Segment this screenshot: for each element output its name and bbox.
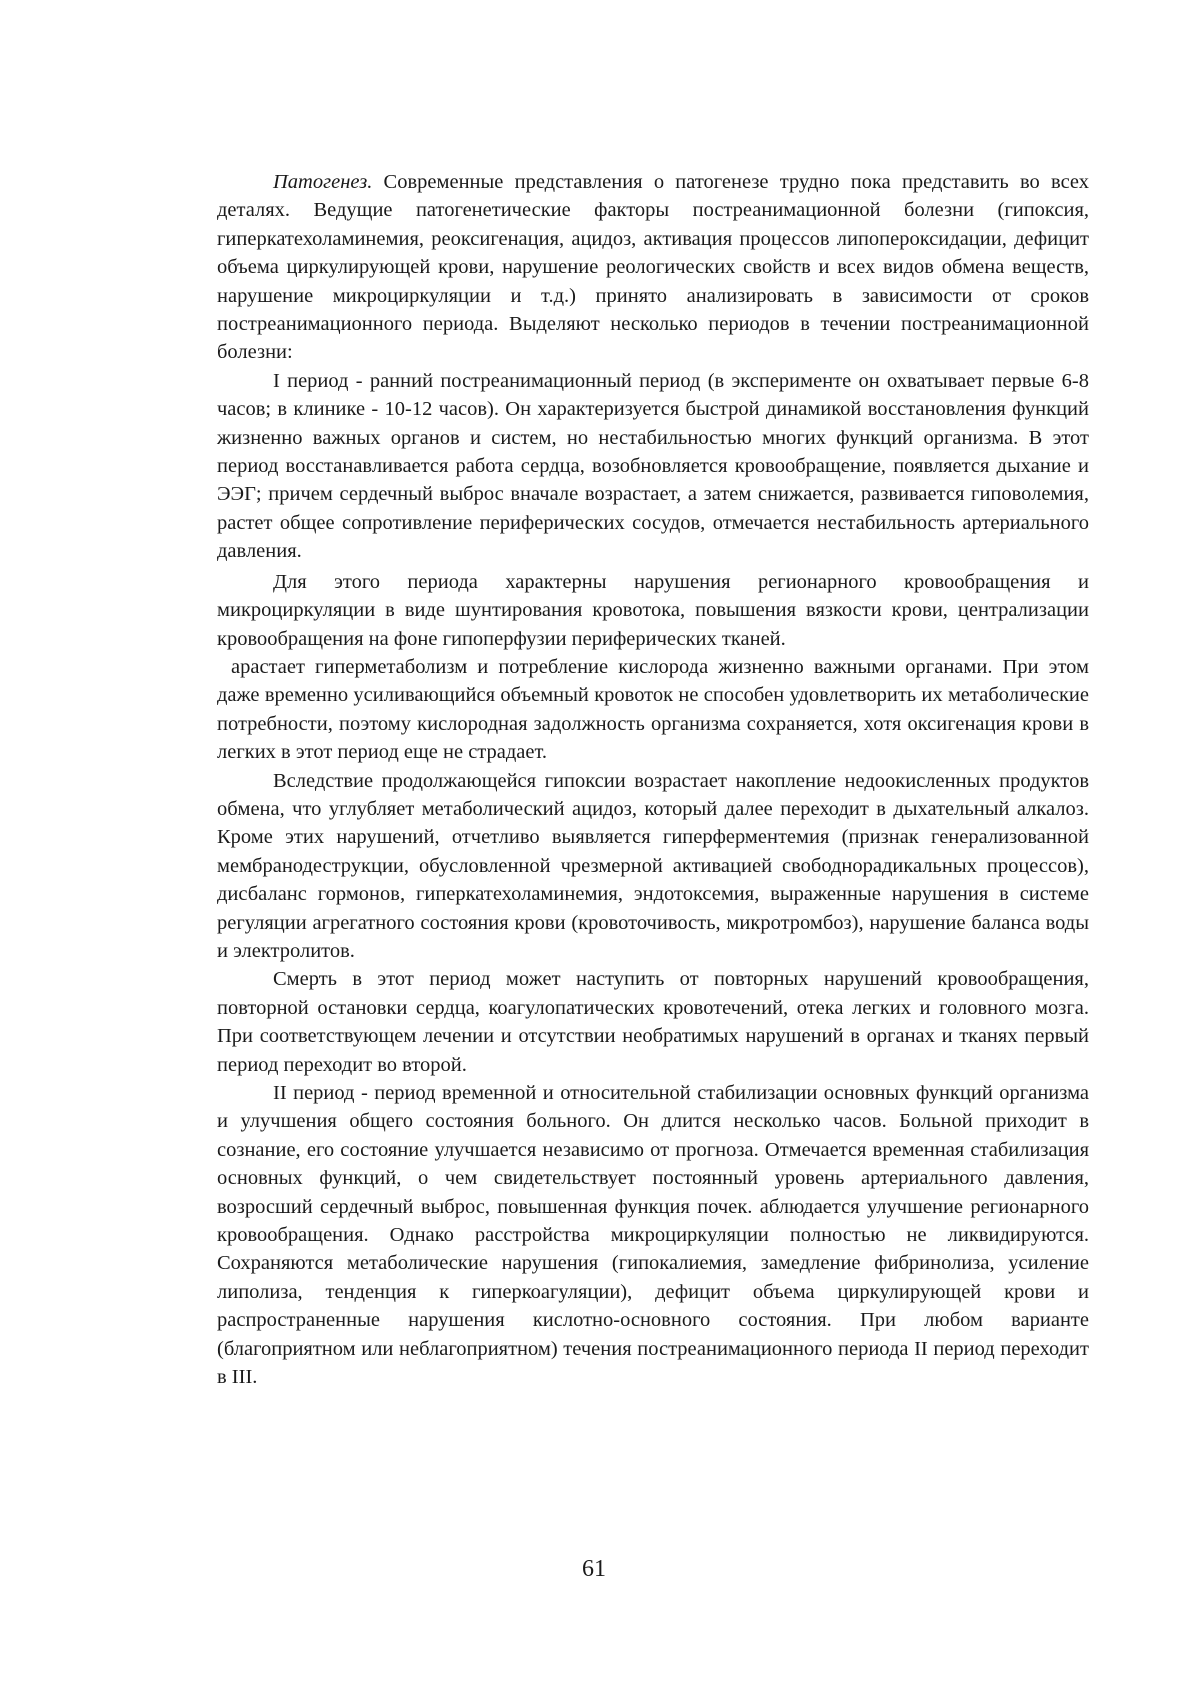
paragraph-pathogenesis	[217, 168, 1089, 367]
page-body	[217, 168, 1089, 1391]
paragraph-hypoxia: Вследствие продолжающейся гипоксии возрастает накопление недоокисленных продуктов обмена, что углубляет метаболический ацидоз, который далее переходит в дыхательный алкалоз. Кроме этих нарушений, отчетливо выявляется гиперферментемия (признак генерализованной мембранодеструкции, обусловленной чрезмерной активацией свободнорадикальных процессов), дисбаланс гормонов, гиперкатехоламинемия, эндотоксемия, выраженные нарушения в системе регуляции агрегатного состояния крови (кровоточивость, микротромбоз), нарушение баланса воды и электролитов.	[217, 769, 1089, 962]
paragraph-death: Смерть в этот период может наступить от повторных нарушений кровообращения, повторной остановки сердца, коагулопатических кровотечений, отека легких и головного мозга. При соответствующем лечении и отсутствии необратимых нарушений в органах и тканях первый период переходит во второй.	[217, 968, 1089, 1076]
paragraph-regional-circulation: Для этого периода характерны нарушения регионарного кровообращения и микроциркуляции в виде шунтирования кровотока, повышения вязкости крови, централизации кровообращения на фоне гипоперфузии периферических тканей.	[217, 570, 1089, 650]
paragraph-hypermetabolism: арастает гиперметаболизм и потребление кислорода жизненно важными органами. При этом даже временно усиливающийся объемный кровоток не способен удовлетворить их метаболические потребности, поэтому кислородная задолжность организма сохраняется, хотя оксигенация крови в легких в этот период еще не страдает.	[217, 655, 1089, 764]
page-number: 61	[582, 1556, 606, 1582]
paragraph-text: Современные представления о патогенезе трудно пока представить во всех деталях. Ведущие патогенетические факторы постреанимационной болезни (гипоксия, гиперкатехоламинемия, реоксигенация, ацидоз, активация процессов липопероксидации, дефицит объема циркулирующей крови, нарушение реологических свойств и всех видов обмена веществ, нарушение микроциркуляции и т.д.) принято анализировать в зависимости от сроков постреанимационного периода. Выделяют несколько периодов в течении постреанимационной болезни:	[217, 171, 1089, 364]
paragraph-period-one: I период - ранний постреанимационный период (в эксперименте он охватывает первые 6-8 часов; в клинике - 10-12 часов). Он характеризуется быстрой динамикой восстановления функций жизненно важных органов и систем, но нестабильностью многих функций организма. В этот период восстанавливается работа сердца, возобновляется кровообращение, появляется дыхание и ЭЭГ; причем сердечный выброс вначале возрастает, а затем снижается, развивается гиповолемия, растет общее сопротивление периферических сосудов, отмечается нестабильность артериального давления.	[217, 369, 1089, 563]
paragraph-period-two: II период - период временной и относительной стабилизации основных функций организма и улучшения общего состояния больного. Он длится несколько часов. Больной приходит в сознание, его состояние улучшается независимо от прогноза. Отмечается временная стабилизация основных функций, о чем свидетельствует постоянный уровень артериального давления, возросший сердечный выброс, повышенная функция почек. аблюдается улучшение регионарного кровообращения. Однако расстройства микроциркуляции полностью не ликвидируются. Сохраняются метаболические нарушения (гипокалиемия, замедление фибринолиза, усиление липолиза, тенденция к гиперкоагуляции), дефицит объема циркулирующей крови и распространенные нарушения кислотно-основного состояния. При любом варианте (благоприятном или неблагоприятном) течения постреанимационного периода II период переходит в III.	[217, 1082, 1089, 1389]
term-pathogenesis: Патогенез.	[273, 171, 373, 193]
